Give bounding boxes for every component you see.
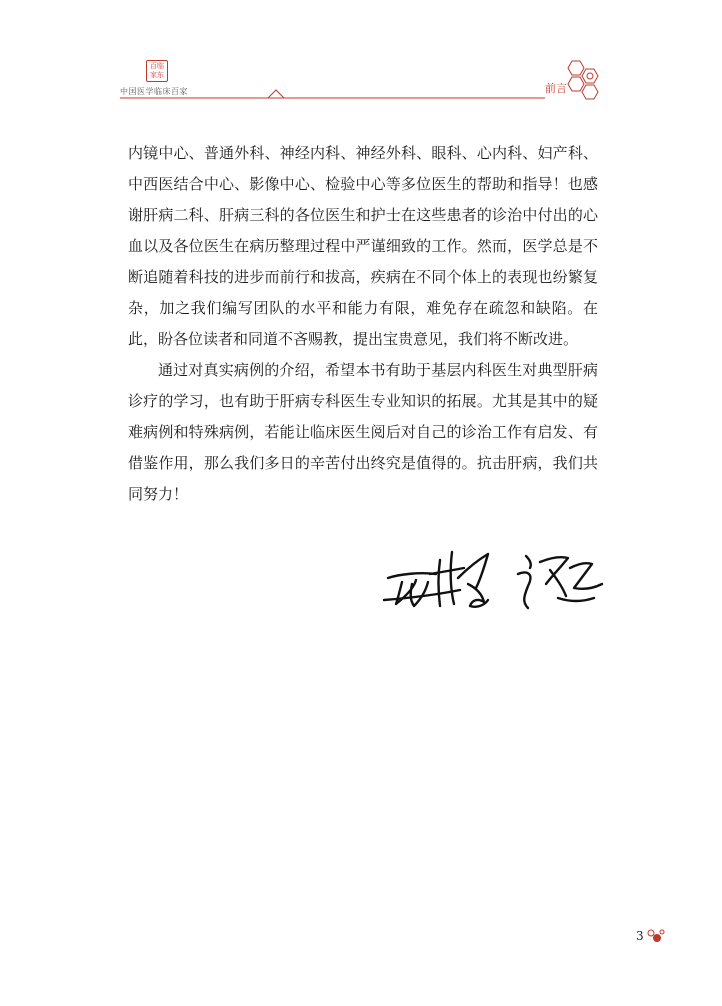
page-header [0,0,722,110]
author-signature [380,538,610,618]
paragraph-1: 内镜中心、普通外科、神经内科、神经外科、眼科、心内科、妇产科、中西医结合中心、影像中心、检验中心等多位医生的帮助和指导！也感谢肝病二科、肝病三科的各位医生和护士在这些患者的诊治中付出的心血以及各位医生在病历整理过程中严谨细致的工作。然而，医学总是不断追随着科技的进步而前行和拔高，疾病在不同个体上的表现也纷繁复杂，加之我们编写团队的水平和能力有限，难免存在疏忽和缺陷。在此，盼各位读者和同道不吝赐教，提出宝贵意见，我们将不断改进。 [128,144,598,348]
hexagon-decoration [558,58,608,108]
series-logo: 百临家东 [146,60,168,82]
preface-body [128,138,598,510]
series-name: 中国医学临床百家 [120,87,188,96]
section-label: 前言 [545,82,567,95]
page-number: 3 [636,929,644,943]
paragraph-2: 通过对真实病例的介绍，希望本书有助于基层内科医生对典型肝病诊疗的学习，也有助于肝病专科医生专业知识的拓展。尤其是其中的疑难病例和特殊病例，若能让临床医生阅后对自己的诊治工作有启发、有借鉴作用，那么我们多日的辛苦付出终究是值得的。抗击肝病，我们共同努力！ [128,361,598,503]
page-number-decoration-icon [645,928,667,944]
header-rule [0,0,722,110]
